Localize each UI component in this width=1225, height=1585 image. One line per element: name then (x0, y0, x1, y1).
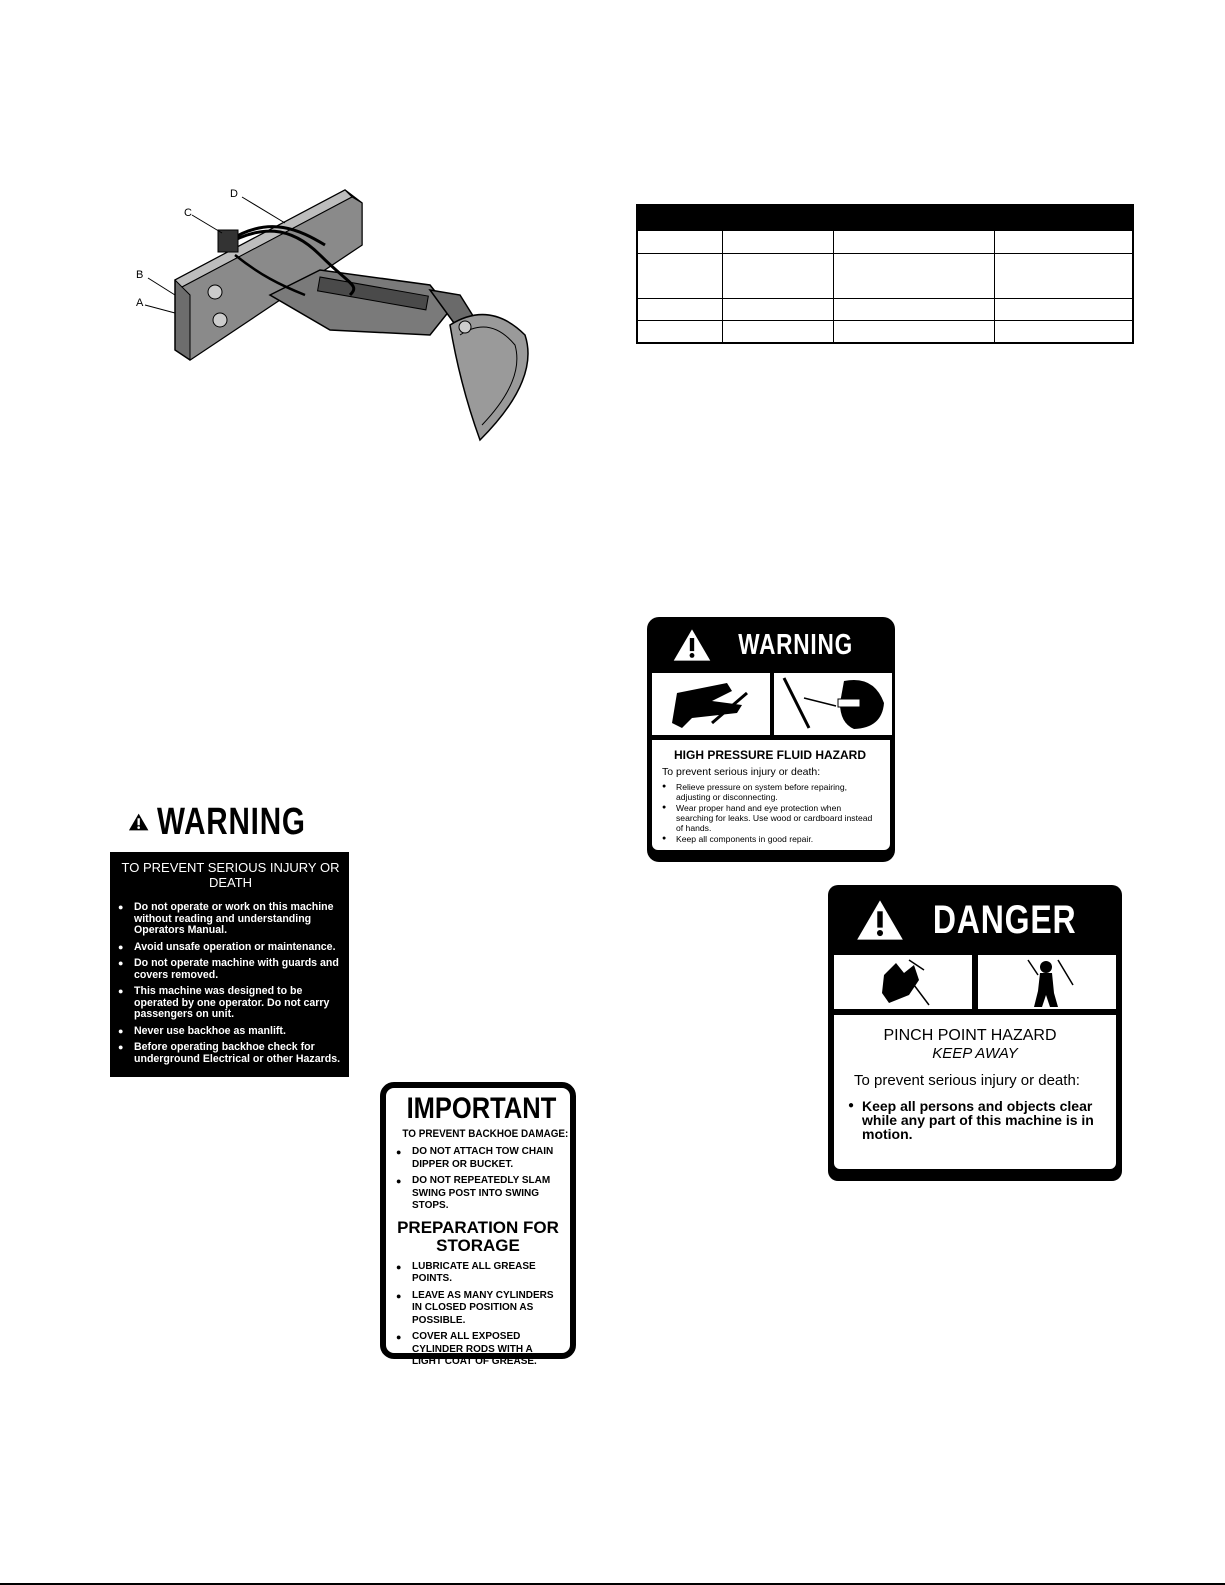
list-item: ● DO NOT REPEATEDLY SLAM SWING POST INTO SWING STOPS. (394, 1175, 562, 1213)
storage-heading: PREPARATION FOR STORAGE (397, 1217, 559, 1255)
list-item: ● Keep all persons and objects clear while any part of this machine is in motion. (848, 1099, 1102, 1141)
list-item: ● Avoid unsafe operation or maintenance. (118, 942, 343, 954)
decal-table (636, 204, 1134, 344)
list-item: ● Wear proper hand and eye protection when searching for leaks. Use wood or cardboard instead of hands. (662, 803, 880, 833)
callout-d: D (230, 188, 238, 200)
warning-label-header (128, 800, 348, 844)
warning-triangle-icon (672, 627, 712, 663)
important-label (380, 1082, 576, 1367)
pressure-warning-list (662, 782, 880, 844)
important-label-subtitle: TO PREVENT BACKHOE DAMAGE: (402, 1128, 569, 1140)
danger-label-intro: To prevent serious injury or death: (854, 1072, 1080, 1089)
list-item: ● Relieve pressure on system before repairing, adjusting or disconnecting. (662, 782, 880, 802)
list-item: ● Before operating backhoe check for underground Electrical or other Hazards. (118, 1042, 343, 1065)
pressure-warning-body (652, 740, 890, 850)
hand-injection-icon (652, 673, 770, 735)
danger-pictograms (834, 955, 1116, 1009)
danger-label-list (848, 1099, 1102, 1141)
table-row (637, 231, 1133, 253)
table-header-row (637, 205, 1133, 231)
danger-label-header (834, 885, 1116, 955)
pressure-warning-intro: To prevent serious injury or death: (662, 766, 821, 778)
warning-label-list (118, 902, 343, 1065)
eye-protection-icon (774, 673, 892, 735)
important-label-list (394, 1146, 562, 1213)
danger-label (828, 885, 1122, 1181)
important-label-title: IMPORTANT (406, 1092, 557, 1125)
list-item: ● LEAVE AS MANY CYLINDERS IN CLOSED POSITION AS POSSIBLE. (394, 1290, 562, 1328)
danger-label-body (834, 1015, 1116, 1169)
danger-label-title: DANGER (933, 897, 1077, 942)
warning-triangle-icon (855, 898, 905, 942)
list-item: ● DO NOT ATTACH TOW CHAIN DIPPER OR BUCKET. (394, 1146, 562, 1171)
callout-b: B (136, 269, 144, 281)
hand-pinch-icon (834, 955, 972, 1009)
danger-label-subheading: KEEP AWAY (932, 1045, 1018, 1062)
body-pinch-icon (978, 955, 1116, 1009)
callout-c: C (184, 207, 192, 219)
pressure-warning-header (652, 617, 890, 673)
table-row (637, 321, 1133, 343)
table-row (637, 298, 1133, 320)
callout-a: A (136, 297, 144, 309)
warning-label (110, 852, 349, 1077)
list-item: ● Do not operate or work on this machine without reading and understanding Operators Manual. (118, 902, 343, 937)
pressure-warning-title: WARNING (738, 628, 854, 661)
list-item: ● Keep all components in good repair. (662, 834, 880, 844)
warning-triangle-icon (128, 802, 149, 842)
warning-label-title: WARNING (157, 800, 307, 843)
pressure-warning-label (647, 617, 895, 862)
storage-list (394, 1261, 562, 1369)
backhoe-illustration (130, 185, 550, 455)
pressure-warning-heading: HIGH PRESSURE FLUID HAZARD (674, 748, 867, 762)
table-row (637, 253, 1133, 298)
pressure-pictograms (652, 673, 890, 735)
list-item: ● Do not operate machine with guards and covers removed. (118, 958, 343, 981)
warning-label-heading: TO PREVENT SERIOUS INJURY OR DEATH (121, 860, 340, 890)
list-item: ● LUBRICATE ALL GREASE POINTS. (394, 1261, 562, 1286)
list-item: ● COVER ALL EXPOSED CYLINDER RODS WITH A LIGHT COAT OF GREASE. (394, 1331, 562, 1369)
list-item: ● This machine was designed to be operated by one operator. Do not carry passengers on unit. (118, 986, 343, 1021)
list-item: ● Never use backhoe as manlift. (118, 1026, 343, 1038)
danger-label-heading: PINCH POINT HAZARD (883, 1027, 1057, 1044)
